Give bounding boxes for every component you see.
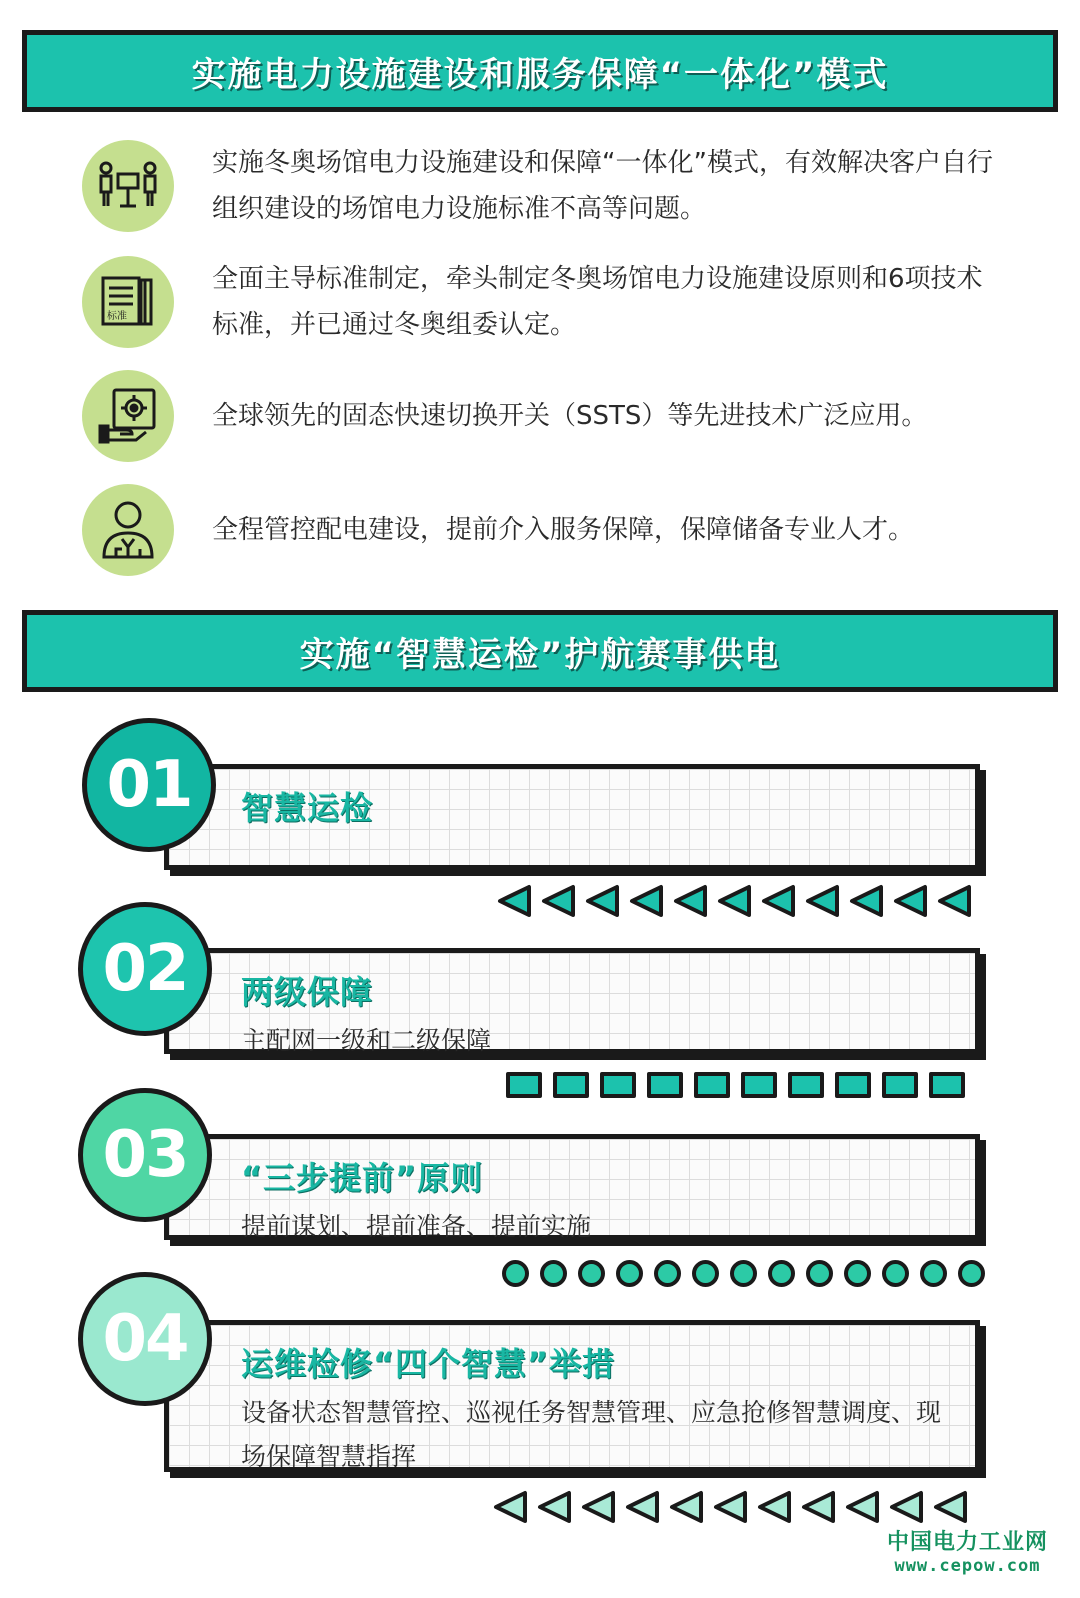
feature-text: 全程管控配电建设，提前介入服务保障，保障储备专业人才。: [212, 515, 915, 545]
square-decoration-icon: [835, 1072, 871, 1098]
triangle-decoration-icon: [888, 1490, 924, 1524]
number-badge: 02: [78, 902, 212, 1036]
people-meeting-icon: [82, 140, 174, 232]
feature-item: [82, 484, 1042, 576]
watermark: [887, 1525, 1048, 1576]
triangle-decoration-icon: [540, 884, 576, 918]
square-decoration-icon: [647, 1072, 683, 1098]
card-desc: 提前谋划、提前准备、提前实施: [241, 1212, 592, 1241]
dot-decoration-icon: [882, 1260, 909, 1287]
standards-icon-label: 标准: [107, 311, 127, 322]
section2-title: 实施“智慧运检”护航赛事供电: [299, 634, 781, 675]
number-badge: 03: [78, 1088, 212, 1222]
section2-title-banner: [22, 610, 1058, 692]
triangle-decoration-row: [496, 884, 980, 918]
watermark-url: www.cepow.com: [894, 1556, 1041, 1576]
feature-text: 实施冬奥场馆电力设施建设和保障“一体化”模式，有效解决客户自行组织建设的场馆电力设施标准不高等问题。: [212, 148, 993, 224]
square-decoration-icon: [506, 1072, 542, 1098]
number-badge: 04: [78, 1272, 212, 1406]
triangle-decoration-icon: [932, 1490, 968, 1524]
section1-title-banner: [22, 30, 1058, 112]
card-title: 两级保障: [241, 973, 374, 1011]
card-title: 智慧运检: [241, 789, 374, 827]
square-decoration-icon: [553, 1072, 589, 1098]
triangle-decoration-icon: [892, 884, 928, 918]
dot-decoration-icon: [616, 1260, 643, 1287]
triangle-decoration-icon: [716, 884, 752, 918]
dot-decoration-icon: [540, 1260, 567, 1287]
square-decoration-icon: [694, 1072, 730, 1098]
dot-decoration-icon: [654, 1260, 681, 1287]
card-title: 运维检修“四个智慧”举措: [241, 1345, 616, 1383]
triangle-decoration-icon: [844, 1490, 880, 1524]
triangle-decoration-icon: [668, 1490, 704, 1524]
triangle-decoration-icon: [760, 884, 796, 918]
dot-decoration-row: [502, 1260, 996, 1287]
card-02: [164, 948, 980, 1054]
feature-item: [82, 370, 1042, 462]
card-title: “三步提前”原则: [241, 1159, 484, 1197]
card-desc: 设备状态智慧管控、巡视任务智慧管理、应急抢修智慧调度、现场保障智慧指挥: [241, 1398, 942, 1471]
dot-decoration-icon: [844, 1260, 871, 1287]
standards-book-icon: [82, 256, 174, 348]
triangle-decoration-icon: [492, 1490, 528, 1524]
triangle-decoration-icon: [800, 1490, 836, 1524]
feature-text: 全球领先的固态快速切换开关（SSTS）等先进技术广泛应用。: [212, 401, 928, 431]
square-decoration-icon: [929, 1072, 965, 1098]
number-badge: 01: [82, 718, 216, 852]
triangle-decoration-icon: [628, 884, 664, 918]
dot-decoration-icon: [730, 1260, 757, 1287]
triangle-decoration-icon: [804, 884, 840, 918]
card-01: [164, 764, 980, 870]
dot-decoration-icon: [958, 1260, 985, 1287]
triangle-decoration-icon: [496, 884, 532, 918]
card-04: [164, 1320, 980, 1472]
triangle-decoration-row: [492, 1490, 976, 1524]
person-icon: [82, 484, 174, 576]
watermark-title: 中国电力工业网: [886, 1530, 1048, 1555]
triangle-decoration-icon: [848, 884, 884, 918]
feature-item: [82, 256, 1042, 348]
triangle-decoration-icon: [580, 1490, 616, 1524]
triangle-decoration-icon: [624, 1490, 660, 1524]
triangle-decoration-icon: [756, 1490, 792, 1524]
square-decoration-icon: [600, 1072, 636, 1098]
dot-decoration-icon: [578, 1260, 605, 1287]
dot-decoration-icon: [692, 1260, 719, 1287]
card-desc: 主配网一级和二级保障: [241, 1026, 492, 1055]
triangle-decoration-icon: [672, 884, 708, 918]
triangle-decoration-icon: [712, 1490, 748, 1524]
gear-hand-icon: [82, 370, 174, 462]
section1-title: 实施电力设施建设和服务保障“一体化”模式: [191, 54, 889, 95]
dot-decoration-icon: [502, 1260, 529, 1287]
triangle-decoration-icon: [536, 1490, 572, 1524]
square-decoration-icon: [741, 1072, 777, 1098]
square-decoration-icon: [882, 1072, 918, 1098]
triangle-decoration-icon: [936, 884, 972, 918]
feature-text: 全面主导标准制定，牵头制定冬奥场馆电力设施建设原则和6项技术标准，并已通过冬奥组委认定。: [212, 264, 983, 340]
dot-decoration-icon: [920, 1260, 947, 1287]
square-decoration-icon: [788, 1072, 824, 1098]
dot-decoration-icon: [768, 1260, 795, 1287]
square-decoration-row: [506, 1072, 976, 1098]
card-03: [164, 1134, 980, 1240]
feature-item: [82, 140, 1042, 232]
triangle-decoration-icon: [584, 884, 620, 918]
dot-decoration-icon: [806, 1260, 833, 1287]
